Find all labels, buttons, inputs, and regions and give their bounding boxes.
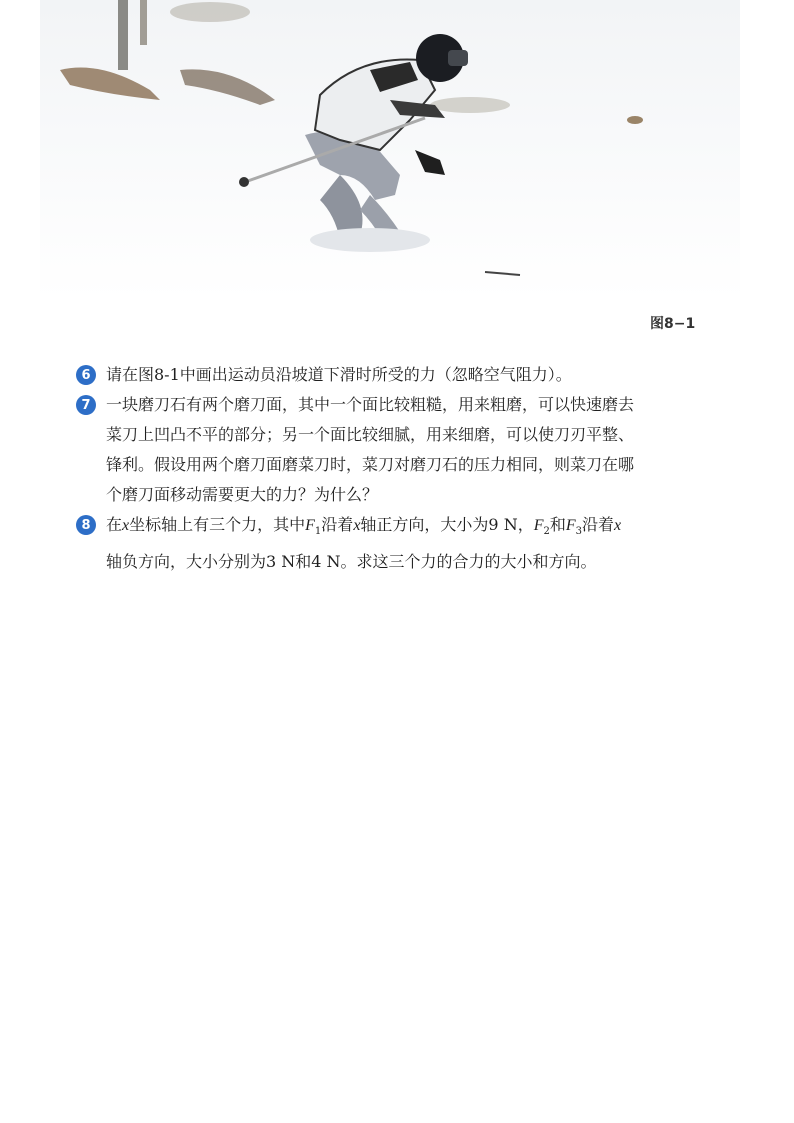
problem-line: 一块磨刀石有两个磨刀面，其中一个面比较粗糙，用来粗磨，可以快速磨去 <box>106 395 635 414</box>
problem-line: 菜刀上凹凸不平的部分；另一个面比较细腻，用来细磨，可以使刀刃平整、 <box>106 425 635 444</box>
skier-photo <box>40 0 740 300</box>
problem-6 <box>76 360 716 390</box>
text-fragment: 在 <box>106 515 123 534</box>
text-fragment: 轴正方向，大小为9 N， <box>360 515 534 534</box>
variable-x: x <box>353 517 361 534</box>
force-symbol: F <box>533 517 544 534</box>
text-fragment: 沿着 <box>321 515 354 534</box>
problem-line: 请在图8-1中画出运动员沿坡道下滑时所受的力（忽略空气阻力）。 <box>106 365 572 384</box>
problem-number-badge: 8 <box>76 515 96 535</box>
force-subscript: 3 <box>575 526 583 538</box>
problem-text <box>106 510 621 577</box>
problem-8 <box>76 510 716 577</box>
problem-line: 锋利。假设用两个磨刀面磨菜刀时，菜刀对磨刀石的压力相同，则菜刀在哪 <box>106 455 635 474</box>
problem-line: 轴负方向，大小分别为3 N和4 N。求这三个力的合力的大小和方向。 <box>106 552 597 572</box>
problem-line: 个磨刀面移动需要更大的力？为什么？ <box>106 485 379 504</box>
force-subscript: 1 <box>314 526 322 538</box>
force-symbol: F <box>305 517 315 534</box>
force-subscript: 2 <box>543 526 550 538</box>
problem-line <box>106 510 621 547</box>
variable-x: x <box>122 517 130 534</box>
problem-number-badge: 7 <box>76 395 96 415</box>
problem-7 <box>76 390 716 510</box>
problem-number-badge: 6 <box>76 365 96 385</box>
problem-text <box>106 360 572 390</box>
problem-text <box>106 390 634 510</box>
force-symbol: F <box>565 517 576 534</box>
problem-list <box>76 360 716 577</box>
text-fragment: 和 <box>549 515 566 534</box>
text-fragment: 沿着 <box>582 515 615 534</box>
figure-caption: 图8−1 <box>650 316 696 332</box>
variable-x: x <box>614 517 622 534</box>
text-fragment: 坐标轴上有三个力，其中 <box>129 515 306 534</box>
